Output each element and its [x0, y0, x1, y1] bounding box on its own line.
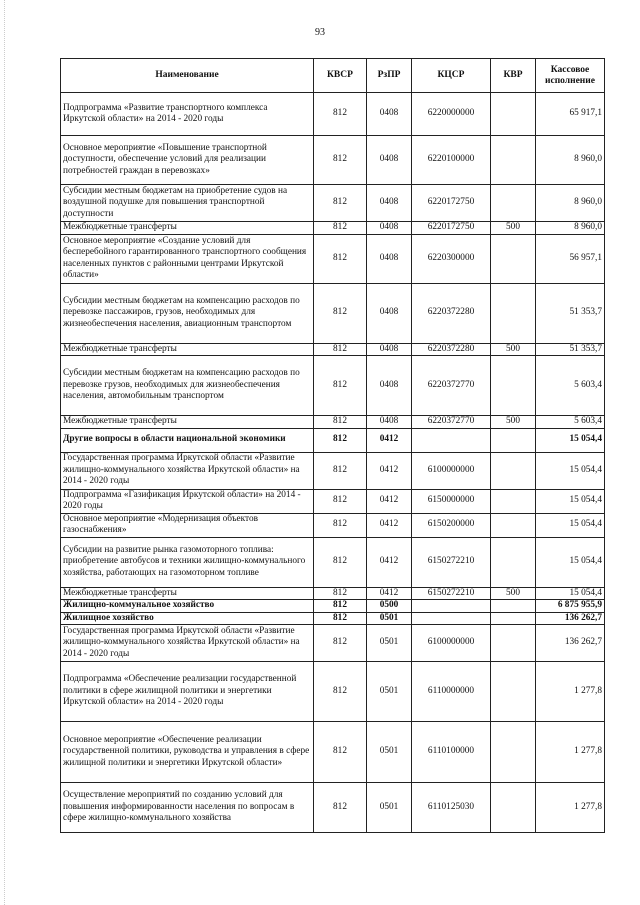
header-name: Наименование: [61, 59, 314, 93]
row-kvr: [491, 625, 536, 662]
row-kvr: 500: [491, 587, 536, 600]
table-row: [61, 356, 605, 416]
row-rzpr: 0408: [367, 283, 412, 343]
row-kvr: [491, 283, 536, 343]
row-kvr: [491, 489, 536, 513]
row-rzpr: 0408: [367, 234, 412, 283]
row-kvr: 500: [491, 343, 536, 356]
row-kvr: [491, 428, 536, 452]
row-name: Жилищно-коммунальное хозяйство: [61, 600, 314, 613]
row-rzpr: 0412: [367, 587, 412, 600]
header-kvr: КВР: [491, 59, 536, 93]
row-kcsr: 6220300000: [412, 234, 491, 283]
row-kvsr: 812: [314, 489, 367, 513]
row-amount: 56 957,1: [536, 234, 605, 283]
row-amount: 5 603,4: [536, 416, 605, 429]
row-kvsr: 812: [314, 93, 367, 136]
row-kvsr: 812: [314, 185, 367, 222]
row-kvsr: 812: [314, 222, 367, 235]
row-rzpr: 0408: [367, 416, 412, 429]
row-rzpr: 0500: [367, 600, 412, 613]
table-row: [61, 612, 605, 625]
table-header-row: [61, 59, 605, 93]
row-kcsr: 6150000000: [412, 489, 491, 513]
row-amount: 8 960,0: [536, 222, 605, 235]
row-name: Основное мероприятие «Создание условий для бесперебойного гарантированного транспортного сообщения населенных пунктов с районными центрами Иркутской области»: [61, 234, 314, 283]
row-rzpr: 0501: [367, 612, 412, 625]
row-kvr: [491, 136, 536, 185]
table-row: [61, 416, 605, 429]
row-name: Подпрограмма «Газификация Иркутской области» на 2014 - 2020 годы: [61, 489, 314, 513]
header-rzpr: РзПР: [367, 59, 412, 93]
row-rzpr: 0412: [367, 489, 412, 513]
row-rzpr: 0412: [367, 513, 412, 537]
row-kcsr: 6110000000: [412, 662, 491, 722]
row-kcsr: 6100000000: [412, 452, 491, 489]
row-kvr: [491, 783, 536, 833]
row-kvr: [491, 452, 536, 489]
row-name: Основное мероприятие «Модернизация объектов газоснабжения»: [61, 513, 314, 537]
row-name: Межбюджетные трансферты: [61, 222, 314, 235]
row-name: Субсидии на развитие рынка газомоторного топлива: приобретение автобусов и техники жилищно-коммунального хозяйства, работающих на газомоторном топливе: [61, 537, 314, 587]
row-kcsr: 6220000000: [412, 93, 491, 136]
row-name: Жилищное хозяйство: [61, 612, 314, 625]
row-name: Субсидии местным бюджетам на компенсацию расходов по перевозке пассажиров, грузов, необходимых для жизнеобеспечения населения, авиационным транспортом: [61, 283, 314, 343]
header-kvsr: КВСР: [314, 59, 367, 93]
row-kcsr: [412, 612, 491, 625]
scan-edge: [4, 0, 6, 905]
row-kcsr: 6220172750: [412, 222, 491, 235]
row-rzpr: 0501: [367, 783, 412, 833]
row-amount: 5 603,4: [536, 356, 605, 416]
table-row: [61, 513, 605, 537]
row-amount: 6 875 955,9: [536, 600, 605, 613]
row-kvsr: 812: [314, 537, 367, 587]
page-number: 93: [315, 27, 325, 38]
row-amount: 15 054,4: [536, 452, 605, 489]
row-name: Субсидии местным бюджетам на компенсацию расходов по перевозке грузов, необходимых для жизнеобеспечения населения, автомобильным транспортом: [61, 356, 314, 416]
row-kvr: [491, 612, 536, 625]
header-amount: Кассовое исполнение: [536, 59, 605, 93]
row-kvr: [491, 600, 536, 613]
table-row: [61, 662, 605, 722]
header-kcsr: КЦСР: [412, 59, 491, 93]
row-amount: 1 277,8: [536, 722, 605, 783]
row-kvr: [491, 234, 536, 283]
row-kcsr: 6220100000: [412, 136, 491, 185]
row-kcsr: 6110125030: [412, 783, 491, 833]
row-kcsr: 6150272210: [412, 587, 491, 600]
table-row: [61, 343, 605, 356]
row-name: Государственная программа Иркутской области «Развитие жилищно-коммунального хозяйства Иркутской области» на 2014 - 2020 годы: [61, 452, 314, 489]
table-row: [61, 452, 605, 489]
table-row: [61, 722, 605, 783]
row-amount: 136 262,7: [536, 612, 605, 625]
table-row: [61, 428, 605, 452]
row-kcsr: 6220372770: [412, 356, 491, 416]
row-kvsr: 812: [314, 283, 367, 343]
row-kcsr: 6220372280: [412, 283, 491, 343]
row-amount: 1 277,8: [536, 662, 605, 722]
row-kvr: 500: [491, 416, 536, 429]
row-amount: 8 960,0: [536, 185, 605, 222]
row-kvr: [491, 93, 536, 136]
row-amount: 1 277,8: [536, 783, 605, 833]
row-kvsr: 812: [314, 600, 367, 613]
row-amount: 51 353,7: [536, 283, 605, 343]
table-row: [61, 625, 605, 662]
table-row: [61, 222, 605, 235]
table-row: [61, 537, 605, 587]
row-amount: 15 054,4: [536, 428, 605, 452]
row-kvsr: 812: [314, 662, 367, 722]
row-name: Подпрограмма «Обеспечение реализации государственной политики в сфере жилищной политики и энергетики Иркутской области» на 2014 - 2020 годы: [61, 662, 314, 722]
row-name: Другие вопросы в области национальной экономики: [61, 428, 314, 452]
row-kcsr: [412, 600, 491, 613]
row-kcsr: 6220372770: [412, 416, 491, 429]
row-rzpr: 0408: [367, 356, 412, 416]
row-kvsr: 812: [314, 625, 367, 662]
table-row: [61, 185, 605, 222]
row-kvsr: 812: [314, 722, 367, 783]
row-rzpr: 0412: [367, 428, 412, 452]
row-kvsr: 812: [314, 343, 367, 356]
budget-table: [60, 58, 605, 833]
row-amount: 15 054,4: [536, 489, 605, 513]
row-rzpr: 0408: [367, 222, 412, 235]
table-row: [61, 600, 605, 613]
row-kcsr: 6220172750: [412, 185, 491, 222]
table-row: [61, 587, 605, 600]
row-kvr: [491, 185, 536, 222]
row-name: Межбюджетные трансферты: [61, 343, 314, 356]
row-amount: 15 054,4: [536, 537, 605, 587]
row-name: Субсидии местным бюджетам на приобретение судов на воздушной подушке для повышения транспортной доступности: [61, 185, 314, 222]
row-rzpr: 0412: [367, 537, 412, 587]
row-rzpr: 0408: [367, 136, 412, 185]
row-kvsr: 812: [314, 416, 367, 429]
row-kvsr: 812: [314, 136, 367, 185]
row-kvsr: 812: [314, 783, 367, 833]
row-name: Межбюджетные трансферты: [61, 416, 314, 429]
row-name: Подпрограмма «Развитие транспортного комплекса Иркутской области» на 2014 - 2020 годы: [61, 93, 314, 136]
row-amount: 15 054,4: [536, 587, 605, 600]
row-kvr: [491, 662, 536, 722]
row-kcsr: 6150200000: [412, 513, 491, 537]
row-rzpr: 0501: [367, 722, 412, 783]
table-row: [61, 489, 605, 513]
row-kvr: [491, 722, 536, 783]
row-kcsr: 6220372280: [412, 343, 491, 356]
row-kvsr: 812: [314, 452, 367, 489]
row-amount: 15 054,4: [536, 513, 605, 537]
row-kvsr: 812: [314, 513, 367, 537]
row-name: Основное мероприятие «Обеспечение реализации государственной политики, руководства и управления в сфере жилищной политики и энергетики Иркутской области»: [61, 722, 314, 783]
row-kvsr: 812: [314, 612, 367, 625]
row-rzpr: 0501: [367, 662, 412, 722]
row-rzpr: 0501: [367, 625, 412, 662]
row-name: Межбюджетные трансферты: [61, 587, 314, 600]
row-name: Осуществление мероприятий по созданию условий для повышения информированности населения по вопросам в сфере жилищно-коммунального хозяйства: [61, 783, 314, 833]
row-kcsr: [412, 428, 491, 452]
row-rzpr: 0408: [367, 343, 412, 356]
row-amount: 8 960,0: [536, 136, 605, 185]
row-kcsr: 6110100000: [412, 722, 491, 783]
row-kvr: [491, 537, 536, 587]
row-rzpr: 0408: [367, 185, 412, 222]
row-kvsr: 812: [314, 428, 367, 452]
table-row: [61, 93, 605, 136]
row-kvsr: 812: [314, 234, 367, 283]
row-name: Государственная программа Иркутской области «Развитие жилищно-коммунального хозяйства Иркутской области» на 2014 - 2020 годы: [61, 625, 314, 662]
row-name: Основное мероприятие «Повышение транспортной доступности, обеспечение условий для реализации потребностей граждан в перевозках»: [61, 136, 314, 185]
row-rzpr: 0408: [367, 93, 412, 136]
row-amount: 65 917,1: [536, 93, 605, 136]
row-kvr: [491, 356, 536, 416]
row-kvr: [491, 513, 536, 537]
row-amount: 51 353,7: [536, 343, 605, 356]
table-row: [61, 136, 605, 185]
table-row: [61, 234, 605, 283]
row-kvr: 500: [491, 222, 536, 235]
row-kcsr: 6150272210: [412, 537, 491, 587]
table-row: [61, 283, 605, 343]
row-kvsr: 812: [314, 356, 367, 416]
row-kvsr: 812: [314, 587, 367, 600]
row-rzpr: 0412: [367, 452, 412, 489]
row-kcsr: 6100000000: [412, 625, 491, 662]
row-amount: 136 262,7: [536, 625, 605, 662]
table-row: [61, 783, 605, 833]
